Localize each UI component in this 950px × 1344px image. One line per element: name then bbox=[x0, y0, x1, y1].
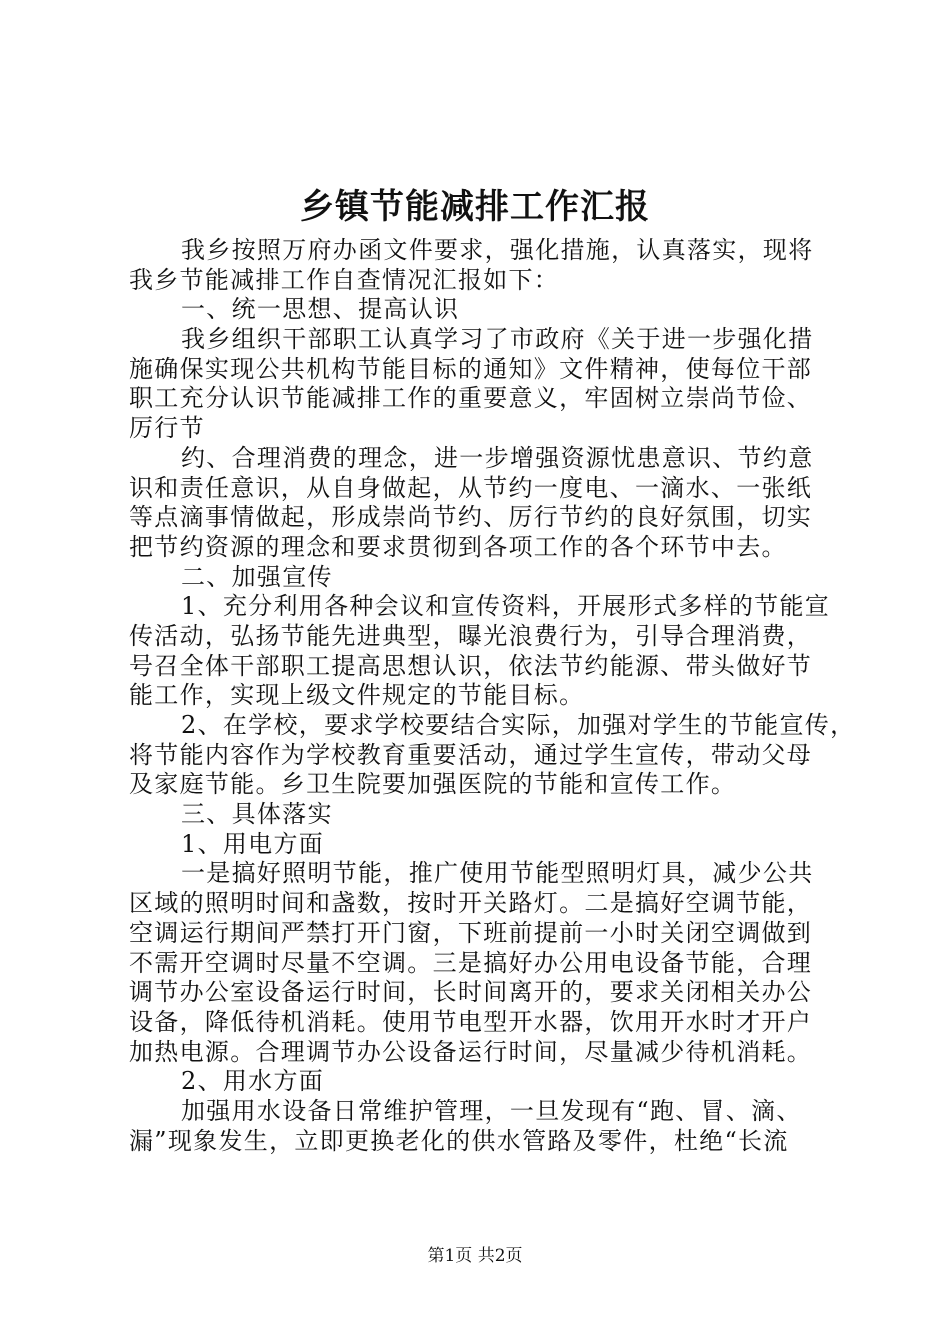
body-line: 把节约资源的理念和要求贯彻到各项工作的各个环节中去。 bbox=[129, 532, 787, 561]
body-line: 传活动，弘扬节能先进典型，曝光浪费行为，引导合理消费， bbox=[129, 621, 813, 650]
body-line: 将节能内容作为学校教育重要活动，通过学生宣传，带动父母 bbox=[129, 740, 813, 769]
body-line: 号召全体干部职工提高思想认识，依法节约能源、带头做好节 bbox=[129, 651, 813, 680]
body-line: 加强用水设备日常维护管理，一旦发现有“跑、冒、滴、 bbox=[181, 1096, 802, 1125]
body-line: 施确保实现公共机构节能目标的通知》文件精神，使每位干部 bbox=[129, 354, 813, 383]
body-line: 约、合理消费的理念，进一步增强资源忧患意识、节约意 bbox=[181, 443, 814, 472]
body-line: 空调运行期间严禁打开门窗，下班前提前一小时关闭空调做到 bbox=[129, 918, 813, 947]
body-line: 我乡按照万府办函文件要求，强化措施，认真落实，现将 bbox=[181, 236, 814, 264]
body-line: 一、统一思想、提高认识 bbox=[181, 295, 460, 324]
body-line: 能工作，实现上级文件规定的节能目标。 bbox=[129, 681, 585, 710]
body-line: 我乡组织干部职工认真学习了市政府《关于进一步强化措 bbox=[181, 325, 814, 354]
body-line: 设备，降低待机消耗。使用节电型开水器，饮用开水时才开户 bbox=[129, 1007, 813, 1036]
body-line: 调节办公室设备运行时间，长时间离开的，要求关闭相关办公 bbox=[129, 978, 813, 1007]
page-footer: 第1页 共2页 bbox=[427, 1246, 523, 1266]
body-line: 1、用电方面 bbox=[181, 829, 325, 858]
body-line: 三、具体落实 bbox=[181, 800, 333, 829]
body-line: 我乡节能减排工作自查情况汇报如下： bbox=[129, 265, 560, 294]
body-line: 识和责任意识，从自身做起，从节约一度电、一滴水、一张纸 bbox=[129, 473, 813, 502]
body-line: 加热电源。合理调节办公设备运行时间，尽量减少待机消耗。 bbox=[129, 1037, 813, 1066]
body-line: 等点滴事情做起，形成崇尚节约、厉行节约的良好氛围，切实 bbox=[129, 503, 813, 532]
body-line: 2、在学校，要求学校要结合实际，加强对学生的节能宣传， bbox=[181, 711, 856, 739]
document-title: 乡镇节能减排工作汇报 bbox=[300, 187, 650, 227]
body-line: 厉行节 bbox=[129, 414, 205, 443]
body-line: 不需开空调时尽量不空调。三是搞好办公用电设备节能，合理 bbox=[129, 948, 813, 977]
body-line: 1、充分利用各种会议和宣传资料，开展形式多样的节能宣 bbox=[181, 592, 831, 621]
body-line: 漏”现象发生，立即更换老化的供水管路及零件，杜绝“长流 bbox=[129, 1126, 789, 1155]
body-line: 职工充分认识节能减排工作的重要意义，牢固树立崇尚节俭、 bbox=[129, 384, 813, 413]
body-line: 二、加强宣传 bbox=[181, 562, 333, 591]
document-body bbox=[129, 236, 856, 1156]
body-line: 及家庭节能。乡卫生院要加强医院的节能和宣传工作。 bbox=[129, 770, 737, 799]
body-line: 一是搞好照明节能，推广使用节能型照明灯具，减少公共 bbox=[181, 859, 814, 888]
body-line: 区域的照明时间和盏数，按时开关路灯。二是搞好空调节能， bbox=[129, 889, 813, 918]
body-line: 2、用水方面 bbox=[181, 1067, 325, 1096]
